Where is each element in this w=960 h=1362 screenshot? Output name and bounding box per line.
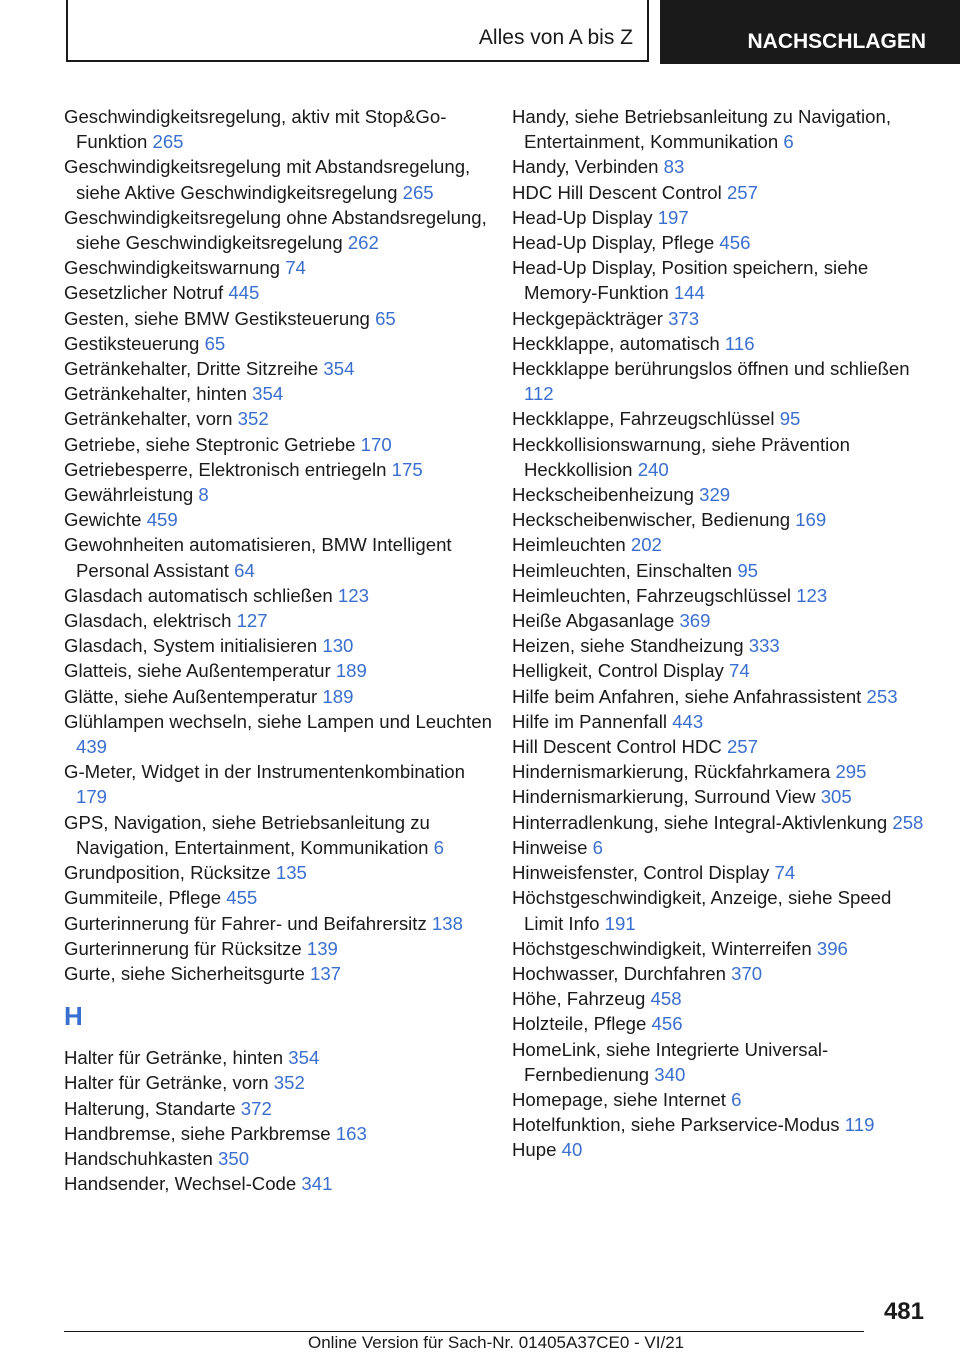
page-reference-link[interactable]: 265 xyxy=(402,181,434,203)
index-entry-text: GPS, Navigation, siehe Betriebsanleitung zu Navigation, Entertainment, Kommunikation xyxy=(64,811,430,858)
page-reference-link[interactable]: 135 xyxy=(275,862,307,884)
index-entry xyxy=(512,1037,932,1087)
index-entry-text: Holzteile, Pflege xyxy=(512,1013,647,1035)
page-reference-link[interactable]: 74 xyxy=(729,660,750,682)
index-entry-text: Gesetzlicher Notruf xyxy=(64,282,224,304)
index-entry-text: Heiße Abgasanlage xyxy=(512,610,675,632)
index-entry xyxy=(512,154,932,179)
index-entry-text: Heckklappe, automatisch xyxy=(512,332,720,354)
page-reference-link[interactable]: 197 xyxy=(657,206,689,228)
index-entry xyxy=(512,255,932,305)
index-entry-text: Heckscheibenheizung xyxy=(512,484,694,506)
page-reference-link[interactable]: 83 xyxy=(663,156,685,178)
index-entry-text: G-Meter, Widget in der Instrumentenkombination xyxy=(64,761,465,783)
index-entry-text: Halterung, Standarte xyxy=(64,1097,236,1119)
index-entry-text: Head-Up Display, Pflege xyxy=(512,232,715,254)
index-entry-text: Gummiteile, Pflege xyxy=(64,887,222,909)
index-entry xyxy=(512,936,932,961)
page-reference-link[interactable]: 163 xyxy=(335,1122,367,1144)
index-entry xyxy=(512,406,932,431)
index-entry xyxy=(512,507,932,532)
page-reference-link[interactable]: 262 xyxy=(347,232,379,254)
index-entry xyxy=(512,180,932,205)
index-entry-text: Getränkehalter, Dritte Sitzreihe xyxy=(64,358,319,380)
index-entry xyxy=(512,986,932,1011)
page-reference-link[interactable]: 139 xyxy=(306,937,338,959)
page-reference-link[interactable]: 65 xyxy=(204,332,226,354)
footer-divider xyxy=(64,1331,864,1332)
index-entry-text: Getränkehalter, hinten xyxy=(64,383,247,405)
page-reference-link[interactable]: 333 xyxy=(748,635,780,657)
index-entry xyxy=(512,230,932,255)
index-entry xyxy=(64,759,494,809)
index-entry-text: Handschuhkasten xyxy=(64,1147,213,1169)
index-entry-text: Gestiksteuerung xyxy=(64,332,200,354)
page-reference-link[interactable]: 370 xyxy=(731,962,763,984)
footer-version: Online Version für Sach-Nr. 01405A37CE0 - VI/21 xyxy=(308,1333,685,1352)
page-header xyxy=(0,0,960,66)
index-entry xyxy=(512,558,932,583)
index-entry-text: Grundposition, Rücksitze xyxy=(64,862,271,884)
page-reference-link[interactable]: 202 xyxy=(630,534,662,556)
page-reference-link[interactable]: 369 xyxy=(679,610,711,632)
page-reference-link[interactable]: 354 xyxy=(288,1047,320,1069)
index-entry xyxy=(512,810,932,835)
page-reference-link[interactable]: 144 xyxy=(673,282,705,304)
index-entry xyxy=(64,1171,494,1196)
page-reference-link[interactable]: 179 xyxy=(76,786,108,808)
index-entry xyxy=(512,583,932,608)
page-reference-link[interactable]: 138 xyxy=(431,912,463,934)
index-entry-text: Hill Descent Control HDC xyxy=(512,736,722,758)
chapter-tab xyxy=(660,0,960,64)
index-entry xyxy=(64,507,494,532)
page-reference-link[interactable]: 116 xyxy=(724,332,755,354)
index-entry xyxy=(512,356,932,406)
index-entry xyxy=(64,154,494,204)
index-entry xyxy=(512,633,932,658)
page-reference-link[interactable]: 350 xyxy=(218,1147,250,1169)
index-entry xyxy=(64,1096,494,1121)
page-reference-link[interactable]: 455 xyxy=(226,887,258,909)
page-reference-link[interactable]: 170 xyxy=(360,433,392,455)
page-reference-link[interactable]: 74 xyxy=(774,862,796,884)
index-entry xyxy=(512,734,932,759)
index-entry-text: Hinterradlenkung, siehe Integral-Aktivlenkung xyxy=(512,811,888,833)
index-entry xyxy=(512,608,932,633)
index-entry-text: Hindernismarkierung, Surround View xyxy=(512,786,816,808)
index-entry-text: Halter für Getränke, vorn xyxy=(64,1072,269,1094)
index-entry-text: Heizen, siehe Standheizung xyxy=(512,635,744,657)
page-reference-link[interactable]: 130 xyxy=(322,635,354,657)
index-entry xyxy=(512,432,932,482)
index-entry-text: Getränkehalter, vorn xyxy=(64,408,233,430)
index-entry xyxy=(64,432,494,457)
section-tab xyxy=(66,0,649,62)
index-entry-text: HomeLink, siehe Integrierte Universal-Fernbedienung xyxy=(512,1038,829,1085)
index-entry-text: Höhe, Fahrzeug xyxy=(512,988,646,1010)
index-entry-text: Head-Up Display, Position speichern, siehe Memory-Funktion xyxy=(512,257,869,304)
index-entry xyxy=(512,104,932,154)
page-reference-link[interactable]: 6 xyxy=(783,131,794,153)
index-entry-text: Geschwindigkeitsregelung, aktiv mit Stop&Go-Funktion xyxy=(64,106,447,153)
index-entry xyxy=(64,608,494,633)
index-entry-text: Halter für Getränke, hinten xyxy=(64,1047,284,1069)
index-entry-text: Hilfe im Pannenfall xyxy=(512,710,668,732)
index-entry xyxy=(512,1087,932,1112)
page-reference-link[interactable]: 341 xyxy=(301,1173,333,1195)
index-entry-text: Hilfe beim Anfahren, siehe Anfahrassistent xyxy=(512,685,862,707)
section-title: Alles von A bis Z xyxy=(478,26,633,49)
page-reference-link[interactable]: 189 xyxy=(335,660,367,682)
page-reference-link[interactable]: 456 xyxy=(719,232,751,254)
page-reference-link[interactable]: 64 xyxy=(234,559,255,581)
page-reference-link[interactable]: 123 xyxy=(337,584,369,606)
index-entry xyxy=(512,784,932,809)
index-entry xyxy=(512,1112,932,1137)
index-entry-text: Heckklappe berührungslos öffnen und schließen xyxy=(512,358,910,380)
index-column-right xyxy=(512,104,932,1163)
page-reference-link[interactable]: 295 xyxy=(835,761,867,783)
page-reference-link[interactable]: 373 xyxy=(668,307,700,329)
index-entry-text: Hupe xyxy=(512,1139,557,1161)
index-entry xyxy=(64,633,494,658)
index-entry xyxy=(64,583,494,608)
index-entry xyxy=(64,810,494,860)
page-reference-link[interactable]: 340 xyxy=(654,1063,686,1085)
index-entry-text: Handy, Verbinden xyxy=(512,156,659,178)
index-entry xyxy=(64,1045,494,1070)
page-reference-link[interactable]: 458 xyxy=(650,988,682,1010)
page-reference-link[interactable]: 74 xyxy=(285,257,306,279)
index-entry xyxy=(64,709,494,759)
index-entry-text: Hindernismarkierung, Rückfahrkamera xyxy=(512,761,831,783)
index-entry xyxy=(512,658,932,683)
index-entry xyxy=(512,860,932,885)
index-entry-text: Heimleuchten xyxy=(512,534,626,556)
page-reference-link[interactable]: 257 xyxy=(726,736,758,758)
page-reference-link[interactable]: 329 xyxy=(699,484,731,506)
index-entry-text: Heckklappe, Fahrzeugschlüssel xyxy=(512,408,775,430)
page-reference-link[interactable]: 127 xyxy=(236,610,268,632)
index-column-left xyxy=(64,104,494,1196)
index-entry-text: Heckgepäckträger xyxy=(512,307,663,329)
index-entry xyxy=(64,532,494,582)
page-reference-link[interactable]: 258 xyxy=(892,811,924,833)
page-reference-link[interactable]: 65 xyxy=(375,307,396,329)
page-reference-link[interactable]: 6 xyxy=(731,1088,742,1110)
index-entry-text: Höchstgeschwindigkeit, Winterreifen xyxy=(512,937,812,959)
page-reference-link[interactable]: 456 xyxy=(651,1013,683,1035)
index-entry-text: Handbremse, siehe Parkbremse xyxy=(64,1122,331,1144)
page-reference-link[interactable]: 95 xyxy=(737,559,759,581)
index-entry-text: Gewichte xyxy=(64,509,142,531)
page-reference-link[interactable]: 95 xyxy=(779,408,801,430)
index-entry xyxy=(512,331,932,356)
index-entry-text: Hotelfunktion, siehe Parkservice-Modus xyxy=(512,1114,840,1136)
index-entry-text: Höchstgeschwindigkeit, Anzeige, siehe Speed Limit Info xyxy=(512,887,892,934)
index-entry-text: Heimleuchten, Einschalten xyxy=(512,559,733,581)
index-entry-text: Glasdach, elektrisch xyxy=(64,610,232,632)
index-entry-text: Heckkollisionswarnung, siehe Prävention Heckkollision xyxy=(512,433,850,480)
index-entry-text: Homepage, siehe Internet xyxy=(512,1088,726,1110)
index-entry xyxy=(512,709,932,734)
index-entry-text: Glühlampen wechseln, siehe Lampen und Leuchten xyxy=(64,710,492,732)
index-entry xyxy=(64,255,494,280)
page-reference-link[interactable]: 257 xyxy=(726,181,758,203)
page-reference-link[interactable]: 265 xyxy=(152,131,184,153)
index-entry xyxy=(512,1137,932,1162)
index-entry xyxy=(64,911,494,936)
page-reference-link[interactable]: 191 xyxy=(604,912,636,934)
index-entry xyxy=(512,1011,932,1036)
page-reference-link[interactable]: 6 xyxy=(592,836,603,858)
page-reference-link[interactable]: 137 xyxy=(309,962,342,984)
index-entry-text: Hinweise xyxy=(512,836,588,858)
index-entry xyxy=(64,684,494,709)
page-reference-link[interactable]: 354 xyxy=(252,383,284,405)
index-entry xyxy=(64,885,494,910)
index-entry-text: Geschwindigkeitsregelung mit Abstandsregelung, siehe Aktive Geschwindigkeitsregelung xyxy=(64,156,471,203)
index-entry xyxy=(64,356,494,381)
index-entry xyxy=(512,482,932,507)
index-entry xyxy=(64,658,494,683)
index-entry xyxy=(512,961,932,986)
page-reference-link[interactable]: 352 xyxy=(237,408,269,430)
index-entry-text: Gesten, siehe BMW Gestiksteuerung xyxy=(64,307,370,329)
page-reference-link[interactable]: 112 xyxy=(524,383,554,405)
index-entry-text: HDC Hill Descent Control xyxy=(512,181,722,203)
page-reference-link[interactable]: 169 xyxy=(795,509,827,531)
index-entry-text: Glatteis, siehe Außentemperatur xyxy=(64,660,331,682)
index-entry-text: Getriebesperre, Elektronisch entriegeln xyxy=(64,458,387,480)
index-entry xyxy=(64,331,494,356)
index-entry-text: Glätte, siehe Außentemperatur xyxy=(64,685,318,707)
page-reference-link[interactable]: 8 xyxy=(198,484,209,506)
index-entry xyxy=(64,306,494,331)
index-entry xyxy=(64,860,494,885)
index-entry xyxy=(64,1070,494,1095)
index-letter-heading: H xyxy=(64,1001,83,1032)
index-entry xyxy=(64,961,494,986)
chapter-title: NACHSCHLAGEN xyxy=(747,30,926,53)
index-entry-text: Geschwindigkeitsregelung ohne Abstandsregelung, siehe Geschwindigkeitsregelung xyxy=(64,206,487,254)
index-entry-text: Helligkeit, Control Display xyxy=(512,660,724,682)
page-reference-link[interactable]: 6 xyxy=(433,836,444,858)
index-entry xyxy=(512,205,932,230)
page-reference-link[interactable]: 175 xyxy=(391,458,423,480)
index-entry-text: Heimleuchten, Fahrzeugschlüssel xyxy=(512,584,792,606)
index-entry xyxy=(64,1146,494,1171)
page-reference-link[interactable]: 119 xyxy=(844,1114,875,1136)
page-reference-link[interactable]: 443 xyxy=(672,710,704,732)
page-reference-link[interactable]: 396 xyxy=(816,937,848,959)
index-entry-text: Gurterinnerung für Rücksitze xyxy=(64,937,302,959)
index-entry-text: Getriebe, siehe Steptronic Getriebe xyxy=(64,433,356,455)
page-reference-link[interactable]: 445 xyxy=(228,282,260,304)
index-entry xyxy=(64,381,494,406)
index-entry-text: Geschwindigkeitswarnung xyxy=(64,257,281,279)
index-entry xyxy=(64,280,494,305)
index-entry xyxy=(512,532,932,557)
page-reference-link[interactable]: 240 xyxy=(637,458,669,480)
index-entry xyxy=(64,936,494,961)
index-entry xyxy=(512,759,932,784)
index-entry-text: Glasdach, System initialisieren xyxy=(64,635,318,657)
index-entry xyxy=(64,104,494,154)
index-entry-text: Gewährleistung xyxy=(64,484,194,506)
page-reference-link[interactable]: 40 xyxy=(561,1139,583,1161)
index-entry xyxy=(64,1121,494,1146)
index-entry-text: Heckscheibenwischer, Bedienung xyxy=(512,509,791,531)
index-entry-text: Gurte, siehe Sicherheitsgurte xyxy=(64,962,305,984)
index-entry-text: Gurterinnerung für Fahrer- und Beifahrersitz xyxy=(64,912,427,934)
index-entry-text: Glasdach automatisch schließen xyxy=(64,584,333,606)
index-entry xyxy=(512,835,932,860)
page-reference-link[interactable]: 354 xyxy=(323,358,355,380)
index-entry-text: Gewohnheiten automatisieren, BMW Intelligent Personal Assistant xyxy=(64,534,452,581)
index-entry-text: Handsender, Wechsel-Code xyxy=(64,1173,297,1195)
index-entry-text: Handy, siehe Betriebsanleitung zu Navigation, Entertainment, Kommunikation xyxy=(512,106,891,153)
page-reference-link[interactable]: 459 xyxy=(146,509,178,531)
page-reference-link[interactable]: 253 xyxy=(866,685,898,707)
page-reference-link[interactable]: 352 xyxy=(273,1072,305,1094)
page-reference-link[interactable]: 372 xyxy=(240,1097,272,1119)
index-entry xyxy=(64,482,494,507)
index-entry xyxy=(64,205,494,255)
page-reference-link[interactable]: 189 xyxy=(322,685,354,707)
index-entry xyxy=(512,684,932,709)
page-reference-link[interactable]: 123 xyxy=(796,584,828,606)
index-entry xyxy=(64,406,494,431)
index-entry xyxy=(512,885,932,935)
page-number: 481 xyxy=(883,1298,924,1325)
index-entry-text: Head-Up Display xyxy=(512,206,653,228)
page-reference-link[interactable]: 439 xyxy=(76,736,108,758)
page-reference-link[interactable]: 305 xyxy=(820,786,852,808)
index-entry xyxy=(64,457,494,482)
index-entry-text: Hochwasser, Durchfahren xyxy=(512,962,726,984)
index-entry xyxy=(512,306,932,331)
index-entry-text: Hinweisfenster, Control Display xyxy=(512,862,770,884)
